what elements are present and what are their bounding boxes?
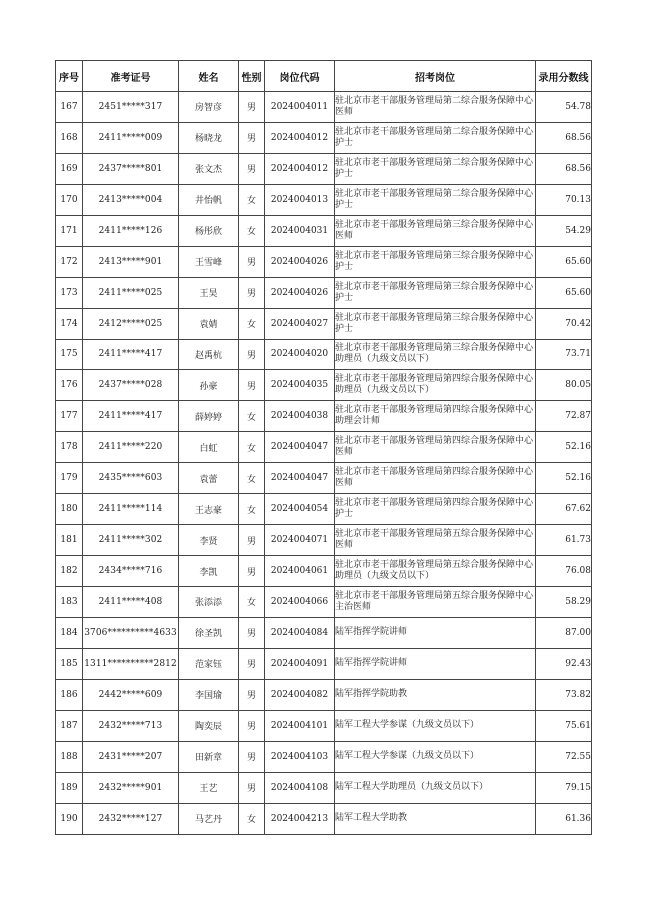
candidate-name: 赵禹杭	[179, 339, 239, 370]
row-number: 185	[56, 648, 83, 679]
post-code: 2024004103	[265, 741, 335, 772]
candidate-name: 王雪峰	[179, 246, 239, 277]
ticket-number: 2434*****716	[83, 556, 179, 587]
candidate-gender: 男	[239, 370, 265, 401]
post-title: 驻北京市老干部服务管理局第四综合服务保障中心护士	[335, 494, 536, 525]
post-code: 2024004026	[265, 277, 335, 308]
table-row	[56, 184, 592, 215]
post-title: 驻北京市老干部服务管理局第三综合服务保障中心护士	[335, 246, 536, 277]
candidate-gender: 男	[239, 617, 265, 648]
post-title: 驻北京市老干部服务管理局第二综合服务保障中心护士	[335, 153, 536, 184]
post-title: 陆军指挥学院助教	[335, 679, 536, 710]
table-row	[56, 741, 592, 772]
table-row	[56, 679, 592, 710]
ticket-number: 2413*****901	[83, 246, 179, 277]
post-code: 2024004047	[265, 463, 335, 494]
candidate-name: 范家钰	[179, 648, 239, 679]
cutoff-score: 73.82	[536, 679, 592, 710]
ticket-number: 1311**********2812	[83, 648, 179, 679]
candidate-name: 杨彤欣	[179, 215, 239, 246]
candidate-name: 马艺丹	[179, 803, 239, 834]
candidate-name: 李国瑜	[179, 679, 239, 710]
header-post: 招考岗位	[335, 61, 536, 92]
candidate-name: 房智彦	[179, 92, 239, 123]
post-title: 陆军指挥学院讲师	[335, 648, 536, 679]
row-number: 175	[56, 339, 83, 370]
post-title: 驻北京市老干部服务管理局第二综合服务保障中心护士	[335, 122, 536, 153]
cutoff-score: 87.00	[536, 617, 592, 648]
table-row	[56, 710, 592, 741]
row-number: 183	[56, 587, 83, 618]
post-code: 2024004026	[265, 246, 335, 277]
cutoff-score: 65.60	[536, 246, 592, 277]
row-number: 188	[56, 741, 83, 772]
ticket-number: 2411*****408	[83, 587, 179, 618]
post-code: 2024004047	[265, 432, 335, 463]
cutoff-score: 72.87	[536, 401, 592, 432]
cutoff-score: 76.08	[536, 556, 592, 587]
cutoff-score: 92.43	[536, 648, 592, 679]
row-number: 177	[56, 401, 83, 432]
ticket-number: 2437*****028	[83, 370, 179, 401]
candidate-gender: 女	[239, 432, 265, 463]
post-title: 驻北京市老干部服务管理局第二综合服务保障中心医师	[335, 92, 536, 123]
post-code: 2024004071	[265, 525, 335, 556]
candidate-name: 李贤	[179, 525, 239, 556]
cutoff-score: 68.56	[536, 153, 592, 184]
ticket-number: 2431*****207	[83, 741, 179, 772]
row-number: 170	[56, 184, 83, 215]
post-title: 驻北京市老干部服务管理局第四综合服务保障中心医师	[335, 463, 536, 494]
table-row	[56, 556, 592, 587]
post-code: 2024004101	[265, 710, 335, 741]
post-title: 驻北京市老干部服务管理局第四综合服务保障中心助理会计师	[335, 401, 536, 432]
header-no: 序号	[56, 61, 83, 92]
cutoff-score: 65.60	[536, 277, 592, 308]
candidate-name: 李凯	[179, 556, 239, 587]
ticket-number: 2435*****603	[83, 463, 179, 494]
row-number: 189	[56, 772, 83, 803]
candidate-gender: 男	[239, 772, 265, 803]
table-row	[56, 401, 592, 432]
ticket-number: 2411*****220	[83, 432, 179, 463]
table-row	[56, 339, 592, 370]
header-name: 姓名	[179, 61, 239, 92]
post-code: 2024004082	[265, 679, 335, 710]
candidate-name: 陶奕辰	[179, 710, 239, 741]
ticket-number: 2411*****417	[83, 339, 179, 370]
row-number: 180	[56, 494, 83, 525]
candidate-gender: 男	[239, 556, 265, 587]
ticket-number: 2411*****025	[83, 277, 179, 308]
post-code: 2024004066	[265, 587, 335, 618]
post-code: 2024004084	[265, 617, 335, 648]
post-code: 2024004027	[265, 308, 335, 339]
row-number: 184	[56, 617, 83, 648]
post-title: 驻北京市老干部服务管理局第五综合服务保障中心助理员（九级文员以下）	[335, 556, 536, 587]
cutoff-score: 80.05	[536, 370, 592, 401]
table-row	[56, 277, 592, 308]
post-code: 2024004091	[265, 648, 335, 679]
candidate-name: 张添添	[179, 587, 239, 618]
ticket-number: 2411*****114	[83, 494, 179, 525]
post-title: 驻北京市老干部服务管理局第三综合服务保障中心医师	[335, 215, 536, 246]
post-title: 驻北京市老干部服务管理局第五综合服务保障中心医师	[335, 525, 536, 556]
table-row	[56, 587, 592, 618]
cutoff-score: 79.15	[536, 772, 592, 803]
cutoff-score: 75.61	[536, 710, 592, 741]
ticket-number: 2411*****126	[83, 215, 179, 246]
table-row	[56, 153, 592, 184]
cutoff-score: 54.29	[536, 215, 592, 246]
row-number: 174	[56, 308, 83, 339]
ticket-number: 2451*****317	[83, 92, 179, 123]
candidate-name: 王艺	[179, 772, 239, 803]
candidate-name: 张文杰	[179, 153, 239, 184]
table-row	[56, 122, 592, 153]
candidate-gender: 女	[239, 215, 265, 246]
post-code: 2024004020	[265, 339, 335, 370]
candidate-name: 白虹	[179, 432, 239, 463]
candidate-gender: 男	[239, 153, 265, 184]
cutoff-score: 58.29	[536, 587, 592, 618]
candidate-name: 袁蕾	[179, 463, 239, 494]
header-score: 录用分数线	[536, 61, 592, 92]
table-row	[56, 648, 592, 679]
post-code: 2024004061	[265, 556, 335, 587]
post-code: 2024004213	[265, 803, 335, 834]
ticket-number: 2432*****127	[83, 803, 179, 834]
post-title: 驻北京市老干部服务管理局第三综合服务保障中心助理员（九级文员以下）	[335, 339, 536, 370]
cutoff-score: 72.55	[536, 741, 592, 772]
table-body	[56, 92, 592, 835]
post-title: 驻北京市老干部服务管理局第二综合服务保障中心护士	[335, 184, 536, 215]
ticket-number: 2411*****302	[83, 525, 179, 556]
table-row	[56, 308, 592, 339]
post-title: 陆军指挥学院讲师	[335, 617, 536, 648]
row-number: 168	[56, 122, 83, 153]
candidate-gender: 男	[239, 741, 265, 772]
ticket-number: 2412*****025	[83, 308, 179, 339]
post-code: 2024004038	[265, 401, 335, 432]
post-code: 2024004012	[265, 122, 335, 153]
row-number: 187	[56, 710, 83, 741]
ticket-number: 2437*****801	[83, 153, 179, 184]
post-code: 2024004013	[265, 184, 335, 215]
cutoff-score: 70.42	[536, 308, 592, 339]
candidate-name: 井怡帆	[179, 184, 239, 215]
cutoff-score: 67.62	[536, 494, 592, 525]
candidate-gender: 女	[239, 401, 265, 432]
table-row	[56, 494, 592, 525]
ticket-number: 2432*****713	[83, 710, 179, 741]
candidate-gender: 女	[239, 184, 265, 215]
post-title: 陆军工程大学助教	[335, 803, 536, 834]
post-title: 陆军工程大学助理员（九级文员以下）	[335, 772, 536, 803]
candidate-name: 王志豪	[179, 494, 239, 525]
post-title: 驻北京市老干部服务管理局第五综合服务保障中心主治医师	[335, 587, 536, 618]
ticket-number: 2411*****417	[83, 401, 179, 432]
candidate-gender: 女	[239, 587, 265, 618]
header-code: 岗位代码	[265, 61, 335, 92]
post-title: 陆军工程大学参谋（九级文员以下）	[335, 710, 536, 741]
ticket-number: 2442*****609	[83, 679, 179, 710]
header-gender: 性别	[239, 61, 265, 92]
row-number: 178	[56, 432, 83, 463]
ticket-number: 2432*****901	[83, 772, 179, 803]
candidate-gender: 男	[239, 679, 265, 710]
table-row	[56, 92, 592, 123]
candidate-gender: 女	[239, 494, 265, 525]
row-number: 186	[56, 679, 83, 710]
row-number: 182	[56, 556, 83, 587]
cutoff-score: 52.16	[536, 463, 592, 494]
results-table	[55, 60, 592, 835]
candidate-name: 田新章	[179, 741, 239, 772]
post-title: 驻北京市老干部服务管理局第三综合服务保障中心护士	[335, 277, 536, 308]
cutoff-score: 73.71	[536, 339, 592, 370]
post-title: 驻北京市老干部服务管理局第四综合服务保障中心医师	[335, 432, 536, 463]
table-row	[56, 370, 592, 401]
candidate-gender: 男	[239, 246, 265, 277]
candidate-gender: 男	[239, 92, 265, 123]
table-row	[56, 215, 592, 246]
cutoff-score: 61.36	[536, 803, 592, 834]
cutoff-score: 52.16	[536, 432, 592, 463]
post-code: 2024004108	[265, 772, 335, 803]
table-row	[56, 463, 592, 494]
candidate-gender: 男	[239, 277, 265, 308]
table-row	[56, 432, 592, 463]
table-row	[56, 803, 592, 834]
candidate-gender: 男	[239, 525, 265, 556]
post-code: 2024004054	[265, 494, 335, 525]
candidate-gender: 女	[239, 308, 265, 339]
ticket-number: 2413*****004	[83, 184, 179, 215]
candidate-name: 王昊	[179, 277, 239, 308]
table-row	[56, 772, 592, 803]
candidate-gender: 男	[239, 339, 265, 370]
header-row	[56, 61, 592, 92]
row-number: 176	[56, 370, 83, 401]
row-number: 179	[56, 463, 83, 494]
post-title: 驻北京市老干部服务管理局第三综合服务保障中心护士	[335, 308, 536, 339]
candidate-name: 薛婷婷	[179, 401, 239, 432]
candidate-name: 杨晓龙	[179, 122, 239, 153]
row-number: 190	[56, 803, 83, 834]
post-code: 2024004035	[265, 370, 335, 401]
cutoff-score: 54.78	[536, 92, 592, 123]
post-title: 陆军工程大学参谋（九级文员以下）	[335, 741, 536, 772]
candidate-name: 孙豪	[179, 370, 239, 401]
table-row	[56, 617, 592, 648]
candidate-gender: 女	[239, 463, 265, 494]
ticket-number: 3706**********4633	[83, 617, 179, 648]
post-code: 2024004012	[265, 153, 335, 184]
post-code: 2024004011	[265, 92, 335, 123]
candidate-gender: 男	[239, 648, 265, 679]
candidate-gender: 男	[239, 710, 265, 741]
post-code: 2024004031	[265, 215, 335, 246]
row-number: 173	[56, 277, 83, 308]
row-number: 172	[56, 246, 83, 277]
candidate-name: 袁婧	[179, 308, 239, 339]
row-number: 167	[56, 92, 83, 123]
candidate-gender: 男	[239, 122, 265, 153]
candidate-name: 徐圣凯	[179, 617, 239, 648]
cutoff-score: 68.56	[536, 122, 592, 153]
row-number: 171	[56, 215, 83, 246]
ticket-number: 2411*****009	[83, 122, 179, 153]
cutoff-score: 61.73	[536, 525, 592, 556]
table-row	[56, 246, 592, 277]
candidate-gender: 女	[239, 803, 265, 834]
cutoff-score: 70.13	[536, 184, 592, 215]
header-ticket: 准考证号	[83, 61, 179, 92]
post-title: 驻北京市老干部服务管理局第四综合服务保障中心助理员（九级文员以下）	[335, 370, 536, 401]
table-row	[56, 525, 592, 556]
row-number: 181	[56, 525, 83, 556]
row-number: 169	[56, 153, 83, 184]
